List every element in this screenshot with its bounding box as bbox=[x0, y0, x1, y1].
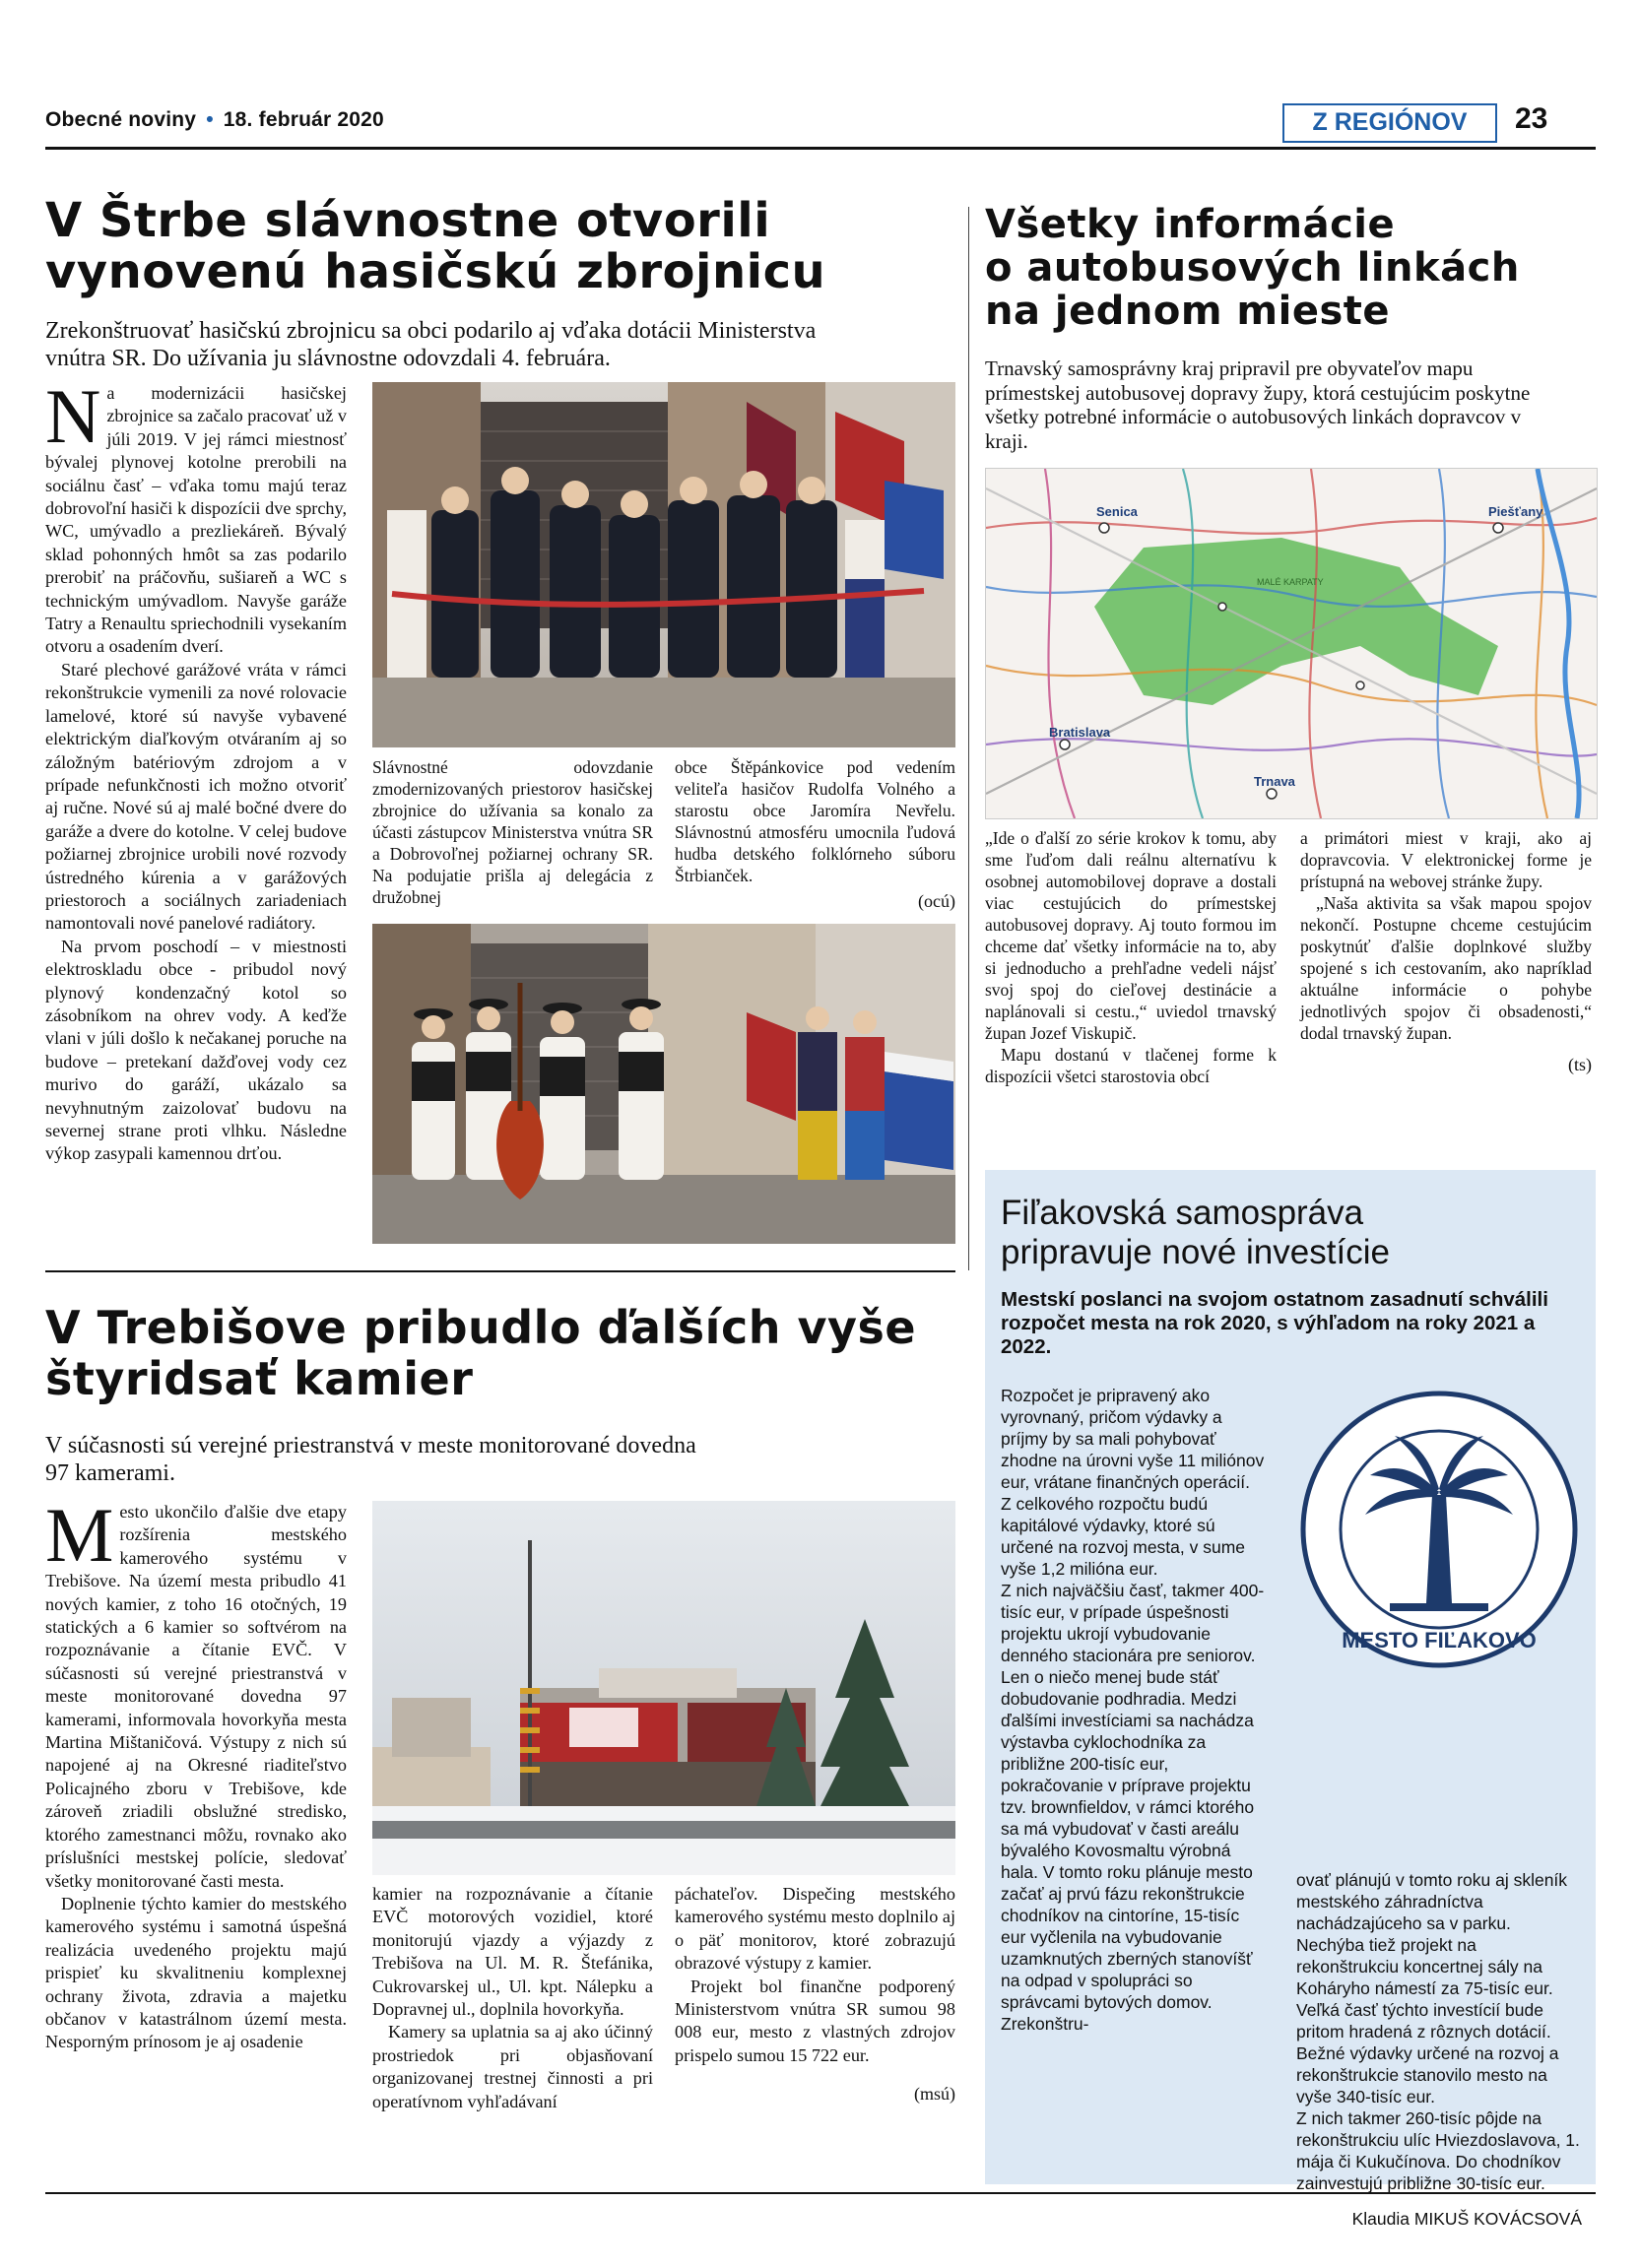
folk-ensemble-photo bbox=[372, 924, 955, 1244]
page-number: 23 bbox=[1515, 102, 1548, 135]
article4-author: Klaudia MIKUŠ KOVÁCSOVÁ bbox=[1351, 2209, 1582, 2229]
article3-title: V Trebišove pribudlo ďalších vyše štyridsať kamier bbox=[45, 1301, 917, 1405]
ribbon-cutting-photo bbox=[372, 382, 955, 747]
article3-lead: V súčasnosti sú verejné priestranstvá v meste monitorované dovedna 97 kamerami. bbox=[45, 1433, 696, 1486]
article2-signature: (ts) bbox=[1568, 1055, 1592, 1074]
header-bullet: • bbox=[206, 108, 214, 131]
article2-col2: a primátori miest v kraji, ako aj dopravcovia. V elektronickej forme je prístupná na webovej stránke župy. „Naša aktivita sa však mapou spojov nekončí. Postupne chceme cestujúcim poskytnúť ďalšie doplnkové služby spojené s ich cestovaním, ako napríklad aktuálne informácie o pohybe jednotlivých spojov či obsadenosti,“ dodal trnavský župan. (ts) bbox=[1300, 828, 1592, 1074]
article3-body-mid: kamier na rozpoznávanie a čítanie EVČ motorových vozidiel, ktoré monitorujú vjazdy a výjazdy z Trebišova na Ul. M. R. Štefánika, Cukrovarskej ul., Ul. kpt. Nálepku a Dopravnej ul., doplnila hovorkyňa. Kamery sa uplatnia sa aj ako účinný prostriedok pri objasňovaní organizovanej trestnej činnosti a pri operatívnom vyhľadávaní bbox=[372, 1884, 653, 2111]
map-label-male-karpaty: MALÉ KARPATY bbox=[1257, 577, 1324, 587]
article1-body: N a modernizácii hasičskej zbrojnice sa začalo pracovať už v júli 2019. V jej rámci miestnosť bývalej plynovej kotolne prerobili na sociálnu časť – vďaka tomu majú teraz dobrovoľní hasiči k dispozícii dve sprchy, WC, umývadlo a prezliekáreň. Bývalý sklad pohonných hmôt sa zas podarilo prerobiť na práčovňu, sušiareň a WC s technickým umývadlom. Navyše garáže Tatry a Renaultu spriechodnili vysekaním otvoru a osadením dverí. Staré plechové garážové vráta v rámci rekonštrukcie vymenili za nové rolovacie lamelové, ktoré sú navyše vybavené elektrickým diaľkovým otváraním aj so záložným batériovým zdrojom a v prípade nefunkčnosti ich možno otvoriť aj ručne. Nové sú aj malé bočné dvere do garáže a dvere do kotolne. V celej budove požiarnej zbrojnice urobili nové rozvody ústredného kúrenia a v garážových priestoroch a sociálnych zariadeniach namontovali nové panelové radiátory. Na prvom poschodí – v miestnosti elektroskladu obce - pribudol nový plynový kondenzačný kotol so zásobníkom na ohrev vody. A keďže vlani v júli došlo k nečakanej poruche na budove – pretekaní dažďovej vody cez murivo do garáží, ukázalo sa nevyhnutným zaizolovať budovu na severnej strane proti vlhku. Následne výkop zasypali kamennou drťou. bbox=[45, 382, 347, 1164]
photo1-caption-left: Slávnostné odovzdanie zmodernizovaných priestorov hasičskej zbrojnice do užívania sa konalo za účasti zástupcov Ministerstva vnútra SR a Dobrovoľnej požiarnej ochrany SR. Na podujatie prišla aj delegácia z družobnej bbox=[372, 757, 653, 907]
map-label-senica: Senica bbox=[1096, 504, 1138, 519]
article1-lead: Zrekonštruovať hasičskú zbrojnicu sa obci podarilo aj vďaka dotácii Ministerstva vnútra SR. Do užívania ju slávnostne odovzdali 4. februára. bbox=[45, 318, 817, 371]
running-header bbox=[45, 108, 384, 132]
article3-body-left: M esto ukončilo ďalšie dve etapy rozšírenia mestského kamerového systému v Trebišove. Na území mesta pribudlo 41 nových kamier, z toho 16 otočných, 19 statických a 6 kamier so softvérom na rozpoznávanie a čítanie EVČ. V súčasnosti sú verejné priestranstvá v meste monitorované dovedna 97 kamerami, informovala hovorkyňa mesta Martina Mištaničová. Výstupy z nich sú napojené aj na Okresné riaditeľstvo Policajného zboru v Trebišove, kde zároveň zriadili obslužné stredisko, ktorého zamestnanci môžu, rovnako ako príslušníci mestskej polície, sledovať všetky monitorované časti mesta. Doplnenie týchto kamier do mestského kamerového systému i samotná úspešná realizácia uvedeného projektu majú prispieť ku skvalitneniu komplexnej ochrany života, zdravia a majetku občanov v katastrálnom území mesta. Nesporným prínosom je aj osadenie bbox=[45, 1501, 347, 2052]
divider-mid bbox=[45, 1270, 955, 1272]
trebisov-street-photo bbox=[372, 1501, 955, 1875]
article2-col1: „Ide o ďalší zo série krokov k tomu, aby sme ľuďom dali reálnu alternatívu k osobnej automobilovej doprave a dostali viac cestujúcich do prímestskej autobusovej dopravy. Aj touto formou im chceme dať všetky informácie na to, aby si jednoducho a prehľadne vedeli nájsť svoj spoj do cieľovej destinácie a naplánovali si cestu.,“ uviedol trnavský župan Jozef Viskupič. Mapu dostanú v tlačenej forme k dispozícii všetci starostovia obcí bbox=[985, 828, 1277, 1086]
map-label-piestany: Piešťany bbox=[1488, 504, 1543, 519]
section-label: Z REGIÓNOV bbox=[1282, 103, 1497, 143]
article3-dropcap: M bbox=[45, 1501, 114, 1578]
article1-title: V Štrbe slávnostne otvorili vynovenú hasičskú zbrojnicu bbox=[45, 193, 826, 299]
article2-lead: Trnavský samosprávny kraj pripravil pre obyvateľov mapu prímestskej autobusovej dopravy župy, ktorá cestujúcim poskytne všetky potrebné informácie o autobusových linkách dopravcov v kraji. bbox=[985, 356, 1531, 453]
map-label-trnava: Trnava bbox=[1254, 774, 1295, 789]
map-label-bratislava: Bratislava bbox=[1049, 725, 1111, 740]
filakovo-seal-logo bbox=[1296, 1387, 1582, 1672]
article3-body-right: páchateľov. Dispečing mestského kamerového systému mesto doplnilo aj o päť monitorov, ktoré zobrazujú obrazové výstupy z kamier. Projekt bol finančne podporený Ministerstvom vnútra SR sumou 98 008 eur, mesto z vlastných zdrojov prispelo sumou 15 722 eur. (msú) bbox=[675, 1883, 955, 2178]
header-rule bbox=[45, 147, 1596, 150]
article1-dropcap: N bbox=[45, 382, 101, 459]
seal-text: MESTO FIĽAKOVO bbox=[1342, 1628, 1537, 1652]
article2-title: Všetky informácie o autobusových linkách na jednom mieste bbox=[985, 202, 1520, 334]
article4-col1: Rozpočet je pripravený ako vyrovnaný, pričom výdavky a príjmy by sa mali pohybovať zhodne na úrovni vyše 11 miliónov eur, vrátane finančných operácií. Z celkového rozpočtu budú kapitálové výdavky, ktoré sú určené na rozvoj mesta, v sume vyše 1,2 milióna eur. Z nich najväčšiu časť, takmer 400-tisíc eur, v prípade úspešnosti projektu ukrojí vybudovanie denného stacionára pre seniorov. Len o niečo menej bude stáť dobudovanie podhradia. Medzi ďalšími investíciami sa nachádza výstavba cyklochodníka za približne 200-tisíc eur, pokračovanie v príprave projektu tzv. brownfieldov, v rámci ktorého sa má vybudovať v časti areálu bývalého Kovosmaltu výrobná hala. V tomto roku plánuje mesto začať aj prvú fázu rekonštrukcie chodníkov na cintoríne, 15-tisíc eur vyčlenila na vybudovanie uzamknutých zberných stanovíšť na odpad v spolupráci so správcami bytových domov. Zrekonštru- bbox=[1001, 1386, 1265, 2034]
divider-top bbox=[968, 207, 969, 1270]
issue-date: 18. február 2020 bbox=[223, 108, 384, 131]
article4-lead: Mestskí poslanci na svojom ostatnom zasadnutí schválili rozpočet mesta na rok 2020, s výhľadom na roky 2021 a 2022. bbox=[1001, 1288, 1548, 1358]
article4-title: Fiľakovská samospráva pripravuje nové investície bbox=[1001, 1194, 1390, 1271]
photo1-caption-right: obce Štěpánkovice pod vedením veliteľa hasičov Rudolfa Volného a starostu obce Jaromíra Nevřelu. Slávnostnú atmosféru umocnila ľudová hudba detského folklórneho súboru Štrbianček. (ocú) bbox=[675, 757, 955, 911]
article4-col2: ovať plánujú v tomto roku aj skleník mestského záhradníctva nachádzajúceho sa v parku. Nechýba tiež projekt na rekonštrukciu koncertnej sály na Koháryho námestí za 75-tisíc eur. Veľká časť týchto investícií bude pritom hradená z rôznych dotácií. Bežné výdavky určené na rozvoj a rekonštrukcie stanovilo mesto na vyše 340-tisíc eur. Z nich takmer 260-tisíc pôjde na rekonštrukciu ulíc Hviezdoslavova, 1. mája či Kukučínova. Do chodníkov zainvestujú približne 30-tisíc eur. Klaudia MIKUŠ KOVÁCSOVÁ bbox=[1296, 1870, 1582, 2229]
filakovo-box bbox=[985, 1170, 1596, 2229]
bus-network-map bbox=[985, 468, 1598, 819]
article1-signature: (ocú) bbox=[918, 891, 955, 911]
article3-signature: (msú) bbox=[914, 2084, 955, 2105]
paper-name: Obecné noviny bbox=[45, 108, 197, 131]
